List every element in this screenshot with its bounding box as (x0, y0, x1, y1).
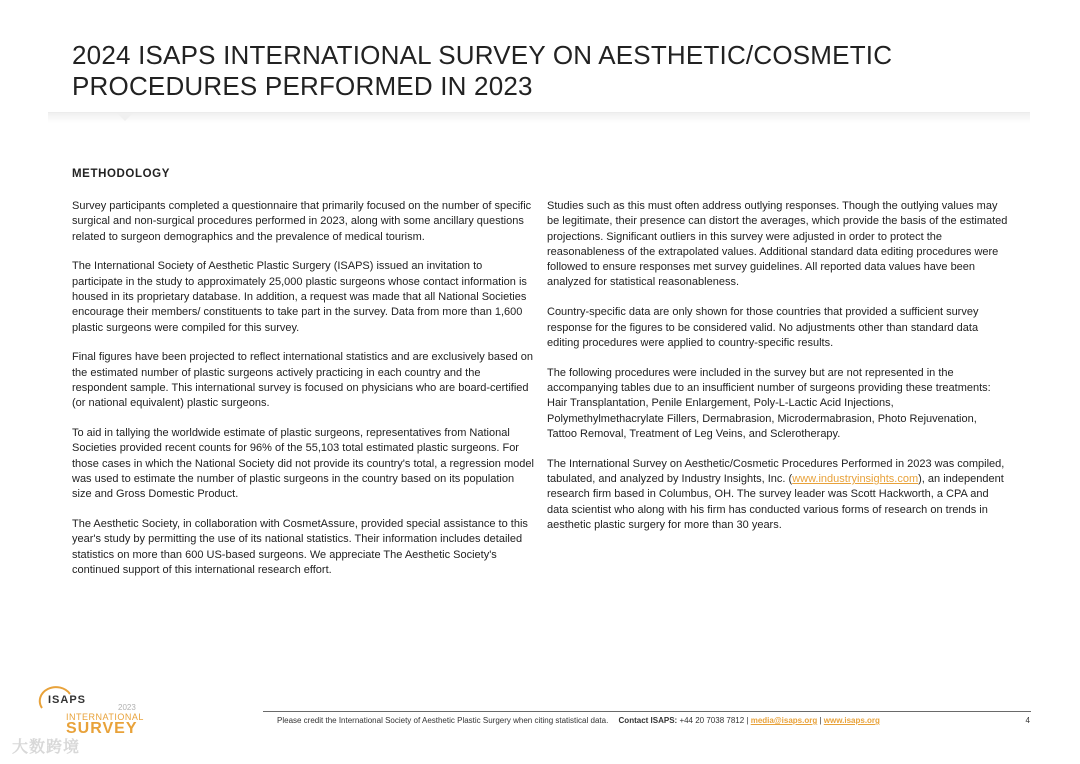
right-paragraph-1: Studies such as this must often address outlying responses. Though the outlying values may be legitimate, their presence can distort the averages, which provide the basis of the estimated projections. Significant outliers in this survey were adjusted in order to protect the reasonableness of the extrapolated values. Additional standard data editing procedures were followed to ensure responses met survey guidelines. All reported data values have been analyzed for statistical reasonableness. (547, 200, 1008, 289)
industry-insights-link[interactable]: www.industryinsights.com (792, 472, 919, 485)
footer-separator-1: | (746, 716, 749, 725)
page-number: 4 (1025, 716, 1030, 725)
footer-credit: Please credit the International Society of Aesthetic Plastic Surgery when citing statistical data. (277, 716, 609, 725)
logo-international-text: INTERNATIONAL (66, 712, 144, 722)
left-paragraph-5: The Aesthetic Society, in collaboration with CosmetAssure, provided special assistance to this year's study by permitting the use of its national statistics. Their information includes detailed statistics on more than 600 US-based surgeons. We appreciate The Aesthetic Society's continued support of this international research effort. (72, 518, 528, 576)
title-divider-notch (117, 113, 133, 121)
title-divider (48, 112, 1030, 123)
left-paragraph-3: Final figures have been projected to reflect international statistics and are exclusively based on the estimated number of plastic surgeons actively practicing in each country and the respondent sample. This international survey is focused on physicians who are board-certified (or national equivalent) plastic surgeons. (72, 351, 534, 410)
section-heading-methodology: METHODOLOGY (72, 168, 170, 180)
right-paragraph-3: The following procedures were included in the survey but are not represented in the accompanying tables due to an insufficient number of surgeons providing these treatments: Hair Transplantation, Penile Enlargement, Poly-L-Lactic Acid Injections, Polymethylmethacrylate Fillers, Dermabrasion, Microdermabrasion, Photo Rejuvenation, Tattoo Removal, Treatment of Leg Veins, and Sclerotherapy. (547, 366, 991, 440)
logo-survey-text: SURVEY (66, 720, 138, 737)
right-column (547, 199, 1009, 548)
logo-brand-text: ISAPS (48, 694, 87, 706)
watermark-text: 大数跨境 (12, 739, 81, 756)
left-column (72, 199, 534, 593)
right-paragraph-4-before-link: The International Survey on Aesthetic/Cosmetic Procedures Performed in 2023 was compiled, tabulated, and analyzed by Industry Insights, Inc. ( (547, 457, 1005, 485)
footer-website-link[interactable]: www.isaps.org (823, 716, 880, 725)
left-paragraph-2: The International Society of Aesthetic Plastic Surgery (ISAPS) issued an invitation to participate in the study to approximately 25,000 plastic surgeons whose contact information is housed in its proprietary database. In addition, a request was made that all National Societies encourage their members/ constituents to take part in the survey. Data from more than 1,600 plastic surgeons were compiled for this survey. (72, 260, 527, 334)
footer-separator-2: | (819, 716, 822, 725)
page-title: 2024 ISAPS INTERNATIONAL SURVEY ON AESTHETIC/COSMETIC PROCEDURES PERFORMED IN 2023 (72, 40, 893, 101)
left-paragraph-4: To aid in tallying the worldwide estimate of plastic surgeons, representatives from National Societies provided recent counts for 96% of the 55,103 total estimated plastic surgeons. For those cases in which the National Society did not provide its country's total, a regression model was used to estimate the number of plastic surgeons in the country based on its population size and Gross Domestic Product. (72, 427, 534, 501)
footer-divider (263, 711, 1031, 712)
left-paragraph-1: Survey participants completed a questionnaire that primarily focused on the number of specific surgical and non-surgical procedures performed in 2023, along with some ancillary questions related to surgeon demographics and the prevalence of medical tourism. (72, 200, 532, 243)
footer-phone: +44 20 7038 7812 (679, 716, 745, 725)
right-paragraph-2: Country-specific data are only shown for those countries that provided a sufficient survey response for the figures to be considered valid. No adjustments other than standard data editing procedures were applied to country-specific results. (547, 306, 979, 349)
right-paragraph-4 (547, 457, 1009, 533)
right-paragraph-4-after-link: ), an independent research firm based in Columbus, OH. The survey leader was Scott Hackworth, a CPA and data scientist who along with his firm has conducted various forms of research on trends in aesthetic plastic surgery for more than 30 years. (547, 472, 1004, 531)
footer-contact-label: Contact ISAPS: (618, 716, 678, 725)
footer-email-link[interactable]: media@isaps.org (750, 716, 818, 725)
footer (277, 716, 1032, 725)
logo-year: 2023 (118, 703, 136, 712)
